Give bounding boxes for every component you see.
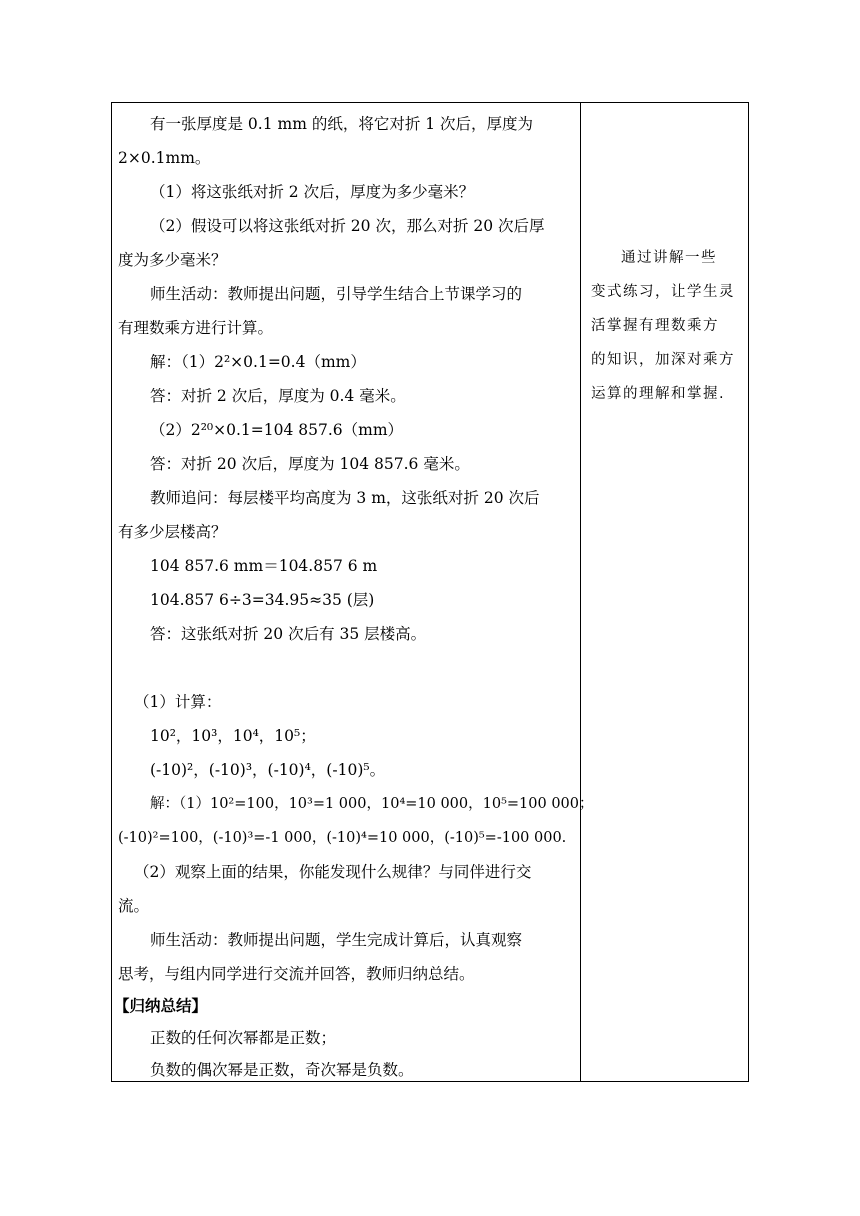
paragraph-line: （2）假设可以将这张纸对折 20 次，那么对折 20 次后厚 [150,217,545,235]
side-note-line: 通过讲解一些 [621,250,717,266]
equation-line: 10²，10³，10⁴，10⁵； [150,727,316,745]
equation-line: 104 857.6 mm＝104.857 6 m [150,557,378,575]
side-note-line: 活掌握有理数乘方 [591,318,719,334]
equation-line: （2）2²⁰×0.1=104 857.6（mm） [150,421,404,439]
paragraph-line: 2×0.1mm。 [118,149,211,167]
answer-line: 答：对折 20 次后，厚度为 104 857.6 毫米。 [150,455,470,473]
paragraph-line: （1）计算： [134,693,222,711]
paragraph-line: 思考，与组内同学进行交流并回答，教师归纳总结。 [118,965,475,983]
side-note-line: 运算的理解和掌握. [591,386,726,402]
equation-line: (-10)²，(-10)³，(-10)⁴，(-10)⁵。 [150,761,386,779]
equation-line: 解：（1）10²=100，10³=1 000，10⁴=10 000，10⁵=100 000； [150,796,594,812]
summary-line: 正数的任何次幂都是正数； [150,1029,337,1047]
equation-line: (-10)²=100，(-10)³=-1 000，(-10)⁴=10 000，(-10)⁵=-100 000. [118,830,567,846]
side-note-line: 变式练习，让学生灵 [591,284,735,300]
summary-heading: 【归纳总结】 [114,997,208,1015]
equation-line: 解：（1）2²×0.1=0.4（mm） [150,353,366,371]
paragraph-line: 度为多少毫米？ [118,251,227,269]
paragraph-line: （1）将这张纸对折 2 次后，厚度为多少毫米？ [150,183,475,201]
summary-line: 负数的偶次幂是正数，奇次幂是负数。 [150,1061,414,1079]
paragraph-line: 流。 [118,897,150,915]
equation-line: 104.857 6÷3=34.95≈35 (层) [150,591,375,609]
side-note-line: 的知识，加深对乘方 [591,352,735,368]
paragraph-line: 有理数乘方进行计算。 [118,319,274,337]
column-divider [580,103,581,1081]
paragraph-line: 师生活动：教师提出问题，学生完成计算后，认真观察 [150,931,523,949]
paragraph-line: 师生活动：教师提出问题，引导学生结合上节课学习的 [150,285,523,303]
paragraph-line: 有多少层楼高？ [118,523,227,541]
answer-line: 答：对折 2 次后，厚度为 0.4 毫米。 [150,387,406,405]
paragraph-line: 教师追问：每层楼平均高度为 3 m，这张纸对折 20 次后 [150,489,540,507]
answer-line: 答：这张纸对折 20 次后有 35 层楼高。 [150,625,427,643]
lesson-table [111,102,749,1082]
paragraph-line: 有一张厚度是 0.1 mm 的纸，将它对折 1 次后，厚度为 [150,115,534,133]
paragraph-line: （2）观察上面的结果，你能发现什么规律？与同伴进行交 [134,863,532,881]
